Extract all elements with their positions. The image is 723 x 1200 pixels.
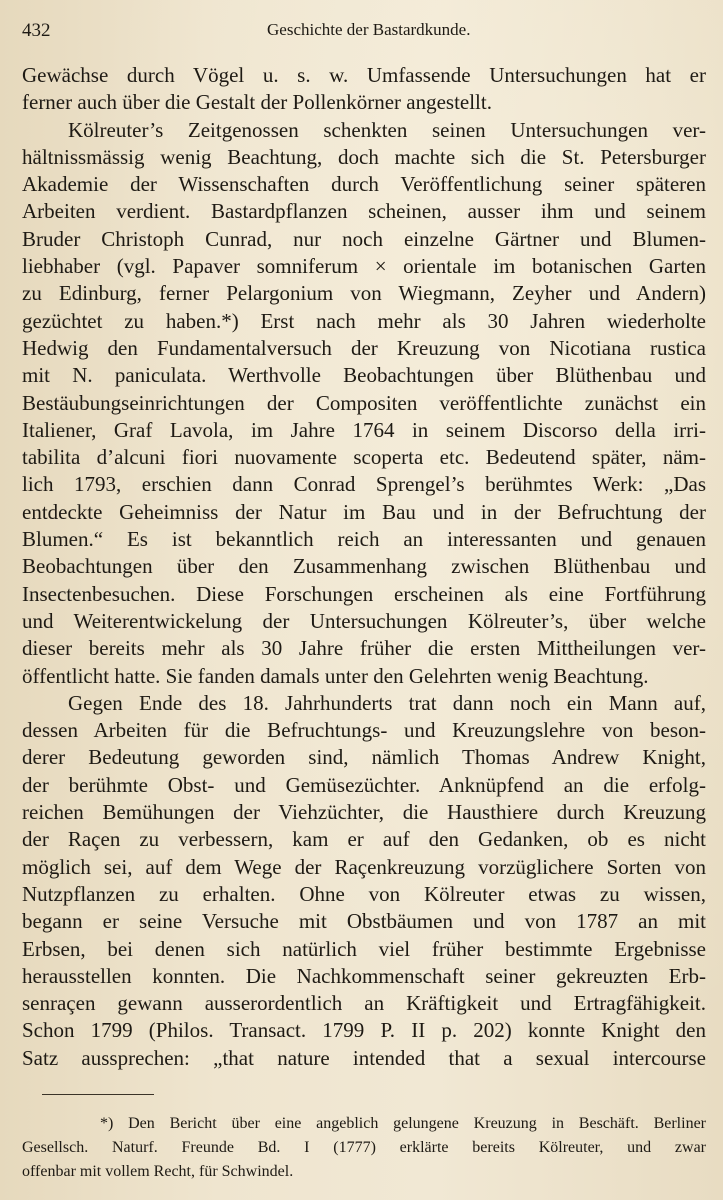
text-line: und Weiterentwickelung der Untersuchungen Kölreuter’s, über welche	[22, 608, 706, 633]
text-line: Kölreuter’s Zeitgenossen schenkten seinen Untersuchungen ver-	[68, 117, 706, 142]
footnotes	[22, 1112, 706, 1184]
text-line: Gegen Ende des 18. Jahrhunderts trat dann noch ein Mann auf,	[68, 690, 706, 715]
text-line: hältnissmässig wenig Beachtung, doch machte sich die St. Petersburger	[22, 144, 706, 169]
text-line: Akademie der Wissenschaften durch Veröffentlichung seiner späteren	[22, 172, 706, 197]
text-line: Hedwig den Fundamentalversuch der Kreuzung von Nicotiana rustica	[22, 335, 706, 360]
text-line: der Raçen zu verbessern, kam er auf den Gedanken, ob es nicht	[22, 827, 706, 852]
text-line: tabilita d’alcuni fiori nuovamente scoperta etc. Bedeutend später, näm-	[22, 445, 706, 470]
footnote-line: Gesellsch. Naturf. Freunde Bd. I (1777) erklärte bereits Kölreuter, und zwar	[22, 1139, 706, 1156]
text-line: Italiener, Graf Lavola, im Jahre 1764 in seinem Discorso della irri-	[22, 417, 706, 442]
text-line: der berühmte Obst- und Gemüsezüchter. Anknüpfend an die erfolg-	[22, 772, 706, 797]
text-line: Nutzpflanzen zu erhalten. Ohne von Kölreuter etwas zu wissen,	[22, 881, 706, 906]
text-line: zu Edinburg, ferner Pelargonium von Wiegmann, Zeyher und Andern)	[22, 281, 706, 306]
body-text	[22, 62, 706, 1072]
text-line: begann er seine Versuche mit Obstbäumen und von 1787 an mit	[22, 909, 706, 934]
text-line: ferner auch über die Gestalt der Pollenkörner angestellt.	[22, 90, 492, 115]
footnote-divider	[42, 1094, 154, 1095]
text-line: lich 1793, erschien dann Conrad Sprengel’s berühmtes Werk: „Das	[22, 472, 706, 497]
text-line: Arbeiten verdient. Bastardpflanzen scheinen, ausser ihm und seinem	[22, 199, 706, 224]
text-line: gezüchtet zu haben.*) Erst nach mehr als 30 Jahren wiederholte	[22, 308, 706, 333]
text-line: senraçen gewann ausserordentlich an Kräftigkeit und Ertragfähigkeit.	[22, 991, 706, 1016]
text-line: Erbsen, bei denen sich natürlich viel früher bestimmte Ergebnisse	[22, 936, 706, 961]
text-line: Insectenbesuchen. Diese Forschungen erscheinen als eine Fortführung	[22, 581, 706, 606]
text-line: dessen Arbeiten für die Befruchtungs- und Kreuzungslehre von beson-	[22, 718, 706, 743]
text-line: Satz aussprechen: „that nature intended that a sexual intercourse	[22, 1045, 706, 1070]
text-line: Bestäubungseinrichtungen der Compositen veröffentlichte zunächst ein	[22, 390, 706, 415]
text-line: Blumen.“ Es ist bekanntlich reich an interessanten und genauen	[22, 527, 706, 552]
text-line: reichen Bemühungen der Viehzüchter, die Hausthiere durch Kreuzung	[22, 800, 706, 825]
text-line: Gewächse durch Vögel u. s. w. Umfassende Untersuchungen hat er	[22, 63, 706, 87]
running-head: Geschichte der Bastardkunde.	[267, 20, 471, 39]
text-line: liebhaber (vgl. Papaver somniferum × orientale im botanischen Garten	[22, 254, 706, 279]
text-line: Schon 1799 (Philos. Transact. 1799 P. II p. 202) konnte Knight den	[22, 1018, 706, 1043]
text-line: dieser bereits mehr als 30 Jahre früher die ersten Mittheilungen ver-	[22, 636, 706, 661]
page-number: 432	[22, 20, 51, 41]
page-header	[22, 20, 701, 46]
text-line: möglich sei, auf dem Wege der Raçenkreuzung vorzüglichere Sorten von	[22, 854, 706, 879]
text-line: Bruder Christoph Cunrad, nur noch einzelne Gärtner und Blumen-	[22, 226, 706, 251]
footnote-line: *) Den Bericht über eine angeblich gelungene Kreuzung in Beschäft. Berliner	[100, 1115, 706, 1132]
text-line: mit N. paniculata. Werthvolle Beobachtungen über Blüthenbau und	[22, 363, 706, 388]
text-line: derer Bedeutung geworden sind, nämlich Thomas Andrew Knight,	[22, 745, 706, 770]
text-line: entdeckte Geheimniss der Natur im Bau und in der Befruchtung der	[22, 499, 706, 524]
text-line: öffentlicht hatte. Sie fanden damals unter den Gelehrten wenig Beachtung.	[22, 663, 649, 688]
text-line: herausstellen konnten. Die Nachkommenschaft seiner gekreuzten Erb-	[22, 963, 706, 988]
text-line: Beobachtungen über den Zusammenhang zwischen Blüthenbau und	[22, 554, 706, 579]
footnote-line: offenbar mit vollem Recht, für Schwindel.	[22, 1163, 294, 1180]
